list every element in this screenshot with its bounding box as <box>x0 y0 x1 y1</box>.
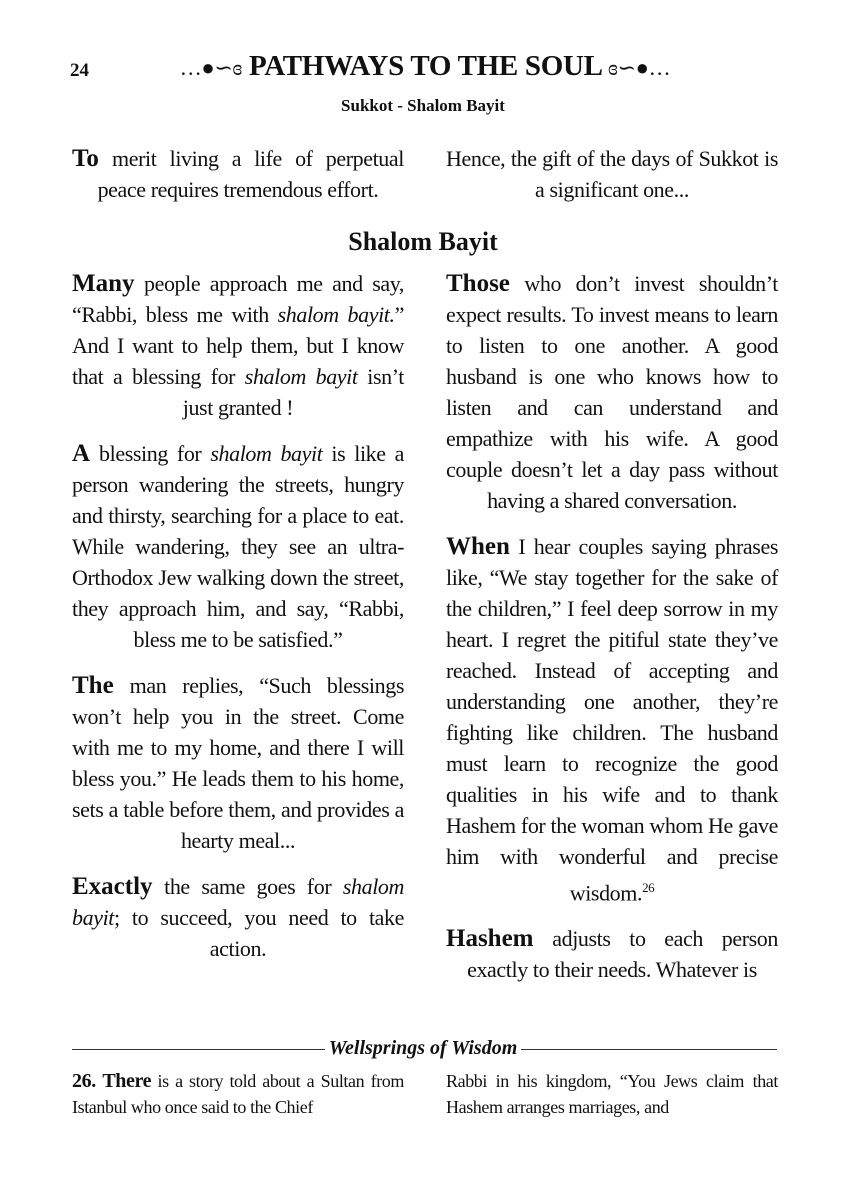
ornament-right-icon: ɞ∽●… <box>608 55 671 80</box>
text-run: shalom bayit <box>244 364 358 389</box>
paragraph <box>446 268 778 516</box>
paragraph <box>72 438 404 655</box>
text-run: Hence, the gift of the days of Sukkot is a significant one... <box>446 146 778 202</box>
divider-label-text: Wellsprings of Wisdom <box>325 1037 522 1059</box>
lead-word: Many <box>72 270 135 297</box>
text-run: who don’t invest shouldn’t expect results. To invest means to learn to listen to one another. A good husband is one who knows how to listen and can understand and empathize with his wife. A good couple doesn’t let a day pass without having a shared conversation. <box>446 271 778 513</box>
lead-word: Exactly <box>72 873 153 900</box>
lead-word: Hashem <box>446 925 534 953</box>
text-run: adjusts to each person exactly to their needs. Whatever is <box>467 926 778 983</box>
footnote-right <box>446 1068 778 1120</box>
text-run: ” And I want to help them, but I know that a blessing for <box>72 302 404 389</box>
lead-word: Those <box>446 270 510 297</box>
text-run: merit living a life of perpetual peace requires tremendous effort. <box>97 146 404 202</box>
running-title-text: PATHWAYS TO THE SOUL <box>248 50 602 82</box>
running-title <box>130 50 720 83</box>
text-run: people approach me and say, “Rabbi, bless me with <box>72 271 404 327</box>
paragraph <box>72 871 404 964</box>
lead-word: 26. There <box>72 1070 152 1092</box>
text-run: the same goes for <box>152 874 343 899</box>
lead-word: The <box>72 672 114 699</box>
footnote-divider-label <box>0 1037 846 1060</box>
text-run: shalom bayit <box>72 874 404 930</box>
lead-word: To <box>72 145 99 172</box>
text-run: isn’t just granted ! <box>182 364 404 420</box>
text-run: blessing for <box>90 441 211 466</box>
text-run: shalom bayit <box>210 441 323 466</box>
paragraph <box>446 923 778 985</box>
lead-word: A <box>72 440 91 467</box>
top-right-text <box>446 143 778 220</box>
paragraph <box>446 531 778 908</box>
paragraph <box>446 143 778 205</box>
top-left-text <box>72 143 404 220</box>
paragraph <box>72 670 404 856</box>
paragraph <box>72 268 404 423</box>
page-number: 24 <box>70 60 89 81</box>
right-column <box>446 268 778 1000</box>
lead-word: When <box>446 533 510 560</box>
footnote-left <box>72 1068 404 1120</box>
section-heading: Shalom Bayit <box>348 227 498 256</box>
text-run: is a story told about a Sultan from Istanbul who once said to the Chief <box>72 1071 404 1117</box>
text-run: I hear couples saying phrases like, “We stay together for the sake of the children,” I feel deep sorrow in my heart. I regret the pitiful state they’ve reached. Instead of accepting and understanding one another, they’re fighting like children. The husband must learn to recognize the good qualities in his wife and to thank Hashem for the woman whom He gave him with wonderful and precise wisdom. <box>446 534 778 906</box>
paragraph <box>72 143 404 205</box>
left-column <box>72 268 404 979</box>
text-run: shalom bayit. <box>277 302 395 327</box>
chapter-subtitle: Sukkot - Shalom Bayit <box>341 96 505 115</box>
footnote-ref: 26 <box>642 880 655 895</box>
text-run: is like a person wandering the streets, hungry and thirsty, searching for a place to eat. While wandering, they see an ultra-Orthodox Jew walking down the street, they approach him, and say, “Rabbi, bless me to be satisfied.” <box>72 441 404 652</box>
text-run: ; to succeed, you need to take action. <box>114 905 404 961</box>
ornament-left-icon: …●∽ɞ <box>179 55 242 80</box>
text-run: man replies, “Such blessings won’t help you in the street. Come with me to my home, and there I will bless you.” He leads them to his home, sets a table before them, and provides a hearty meal... <box>72 673 404 853</box>
text-run: Rabbi in his kingdom, “You Jews claim that Hashem arranges marriages, and <box>446 1071 778 1117</box>
